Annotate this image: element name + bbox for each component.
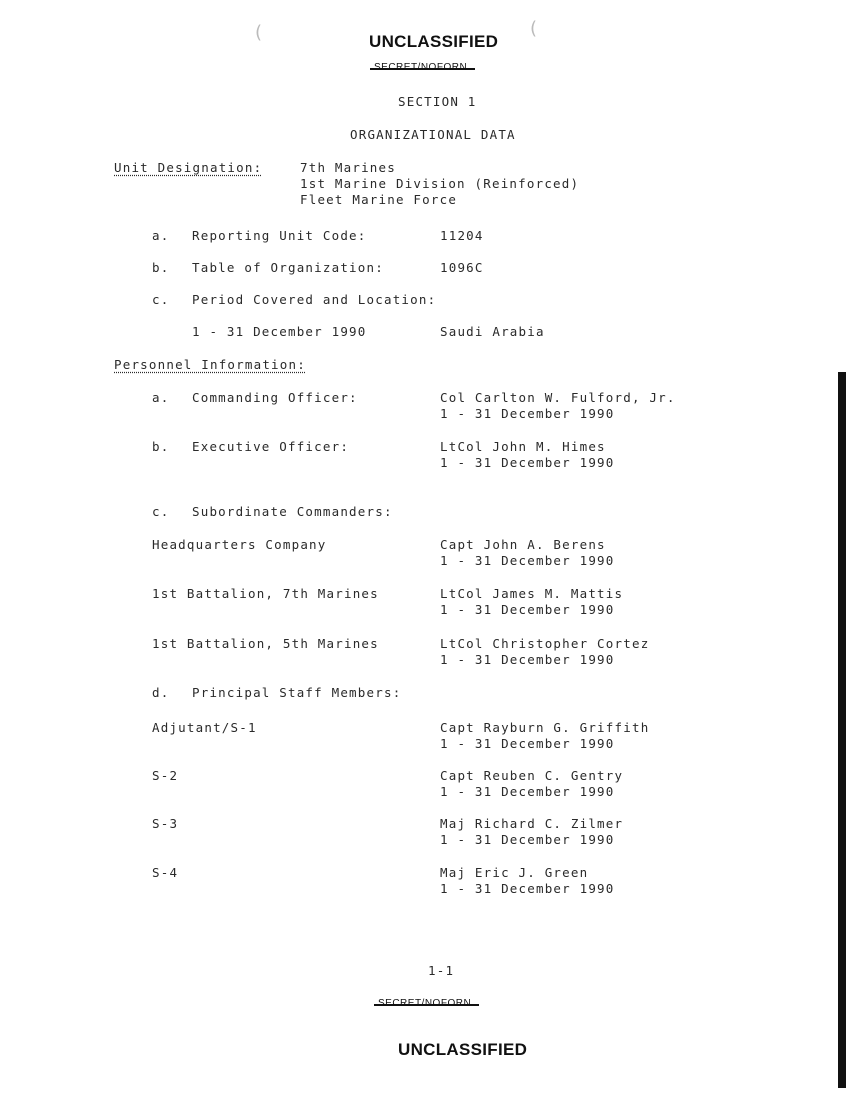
classification-top: UNCLASSIFIED — [369, 32, 499, 51]
staff-role: S-3 — [152, 816, 179, 831]
table-of-organization-label: Table of Organization: — [192, 260, 384, 275]
item-letter: c. — [152, 292, 170, 307]
commanding-officer-name: Col Carlton W. Fulford, Jr. — [440, 390, 676, 405]
staff-date: 1 - 31 December 1990 — [440, 784, 615, 799]
scan-mark: ( — [530, 18, 538, 39]
item-letter: a. — [152, 228, 170, 243]
subordinate-commander-name: LtCol James M. Mattis — [440, 586, 624, 601]
staff-name: Capt Reuben C. Gentry — [440, 768, 624, 783]
subordinate-unit: 1st Battalion, 7th Marines — [152, 586, 379, 601]
table-of-organization-value: 1096C — [440, 260, 484, 275]
item-letter: a. — [152, 390, 170, 405]
reporting-unit-code-value: 11204 — [440, 228, 484, 243]
struck-marking-top: SECRET/NOFORN — [374, 62, 468, 73]
principal-staff-label: Principal Staff Members: — [192, 685, 402, 700]
subordinate-unit: 1st Battalion, 5th Marines — [152, 636, 379, 651]
period-covered-value: 1 - 31 December 1990 — [192, 324, 367, 339]
period-covered-label: Period Covered and Location: — [192, 292, 437, 307]
subordinate-commander-date: 1 - 31 December 1990 — [440, 652, 615, 667]
commanding-officer-date: 1 - 31 December 1990 — [440, 406, 615, 421]
executive-officer-label: Executive Officer: — [192, 439, 350, 454]
subordinate-commander-name: Capt John A. Berens — [440, 537, 606, 552]
staff-date: 1 - 31 December 1990 — [440, 832, 615, 847]
scan-edge-bar — [838, 372, 846, 1088]
unit-line: Fleet Marine Force — [300, 192, 458, 207]
struck-marking-bottom: SECRET/NOFORN — [378, 998, 472, 1009]
item-letter: d. — [152, 685, 170, 700]
subordinate-commander-date: 1 - 31 December 1990 — [440, 553, 615, 568]
classification-bottom: UNCLASSIFIED — [398, 1040, 528, 1059]
staff-name: Capt Rayburn G. Griffith — [440, 720, 650, 735]
reporting-unit-code-label: Reporting Unit Code: — [192, 228, 367, 243]
unit-line: 1st Marine Division (Reinforced) — [300, 176, 580, 191]
page-number: 1-1 — [428, 963, 455, 978]
staff-role: Adjutant/S-1 — [152, 720, 257, 735]
page-title: ORGANIZATIONAL DATA — [350, 127, 516, 142]
subordinate-commander-name: LtCol Christopher Cortez — [440, 636, 650, 651]
staff-date: 1 - 31 December 1990 — [440, 736, 615, 751]
executive-officer-name: LtCol John M. Himes — [440, 439, 606, 454]
staff-name: Maj Richard C. Zilmer — [440, 816, 624, 831]
item-letter: b. — [152, 439, 170, 454]
unit-designation-label: Unit Designation: — [114, 160, 263, 175]
subordinate-unit: Headquarters Company — [152, 537, 327, 552]
item-letter: b. — [152, 260, 170, 275]
location-value: Saudi Arabia — [440, 324, 545, 339]
personnel-information-label: Personnel Information: — [114, 357, 306, 372]
subordinate-commanders-label: Subordinate Commanders: — [192, 504, 393, 519]
staff-date: 1 - 31 December 1990 — [440, 881, 615, 896]
unit-line: 7th Marines — [300, 160, 396, 175]
executive-officer-date: 1 - 31 December 1990 — [440, 455, 615, 470]
section-heading: SECTION 1 — [398, 94, 477, 109]
staff-role: S-2 — [152, 768, 179, 783]
scan-mark: ( — [255, 22, 263, 43]
commanding-officer-label: Commanding Officer: — [192, 390, 358, 405]
staff-role: S-4 — [152, 865, 179, 880]
item-letter: c. — [152, 504, 170, 519]
staff-name: Maj Eric J. Green — [440, 865, 589, 880]
subordinate-commander-date: 1 - 31 December 1990 — [440, 602, 615, 617]
